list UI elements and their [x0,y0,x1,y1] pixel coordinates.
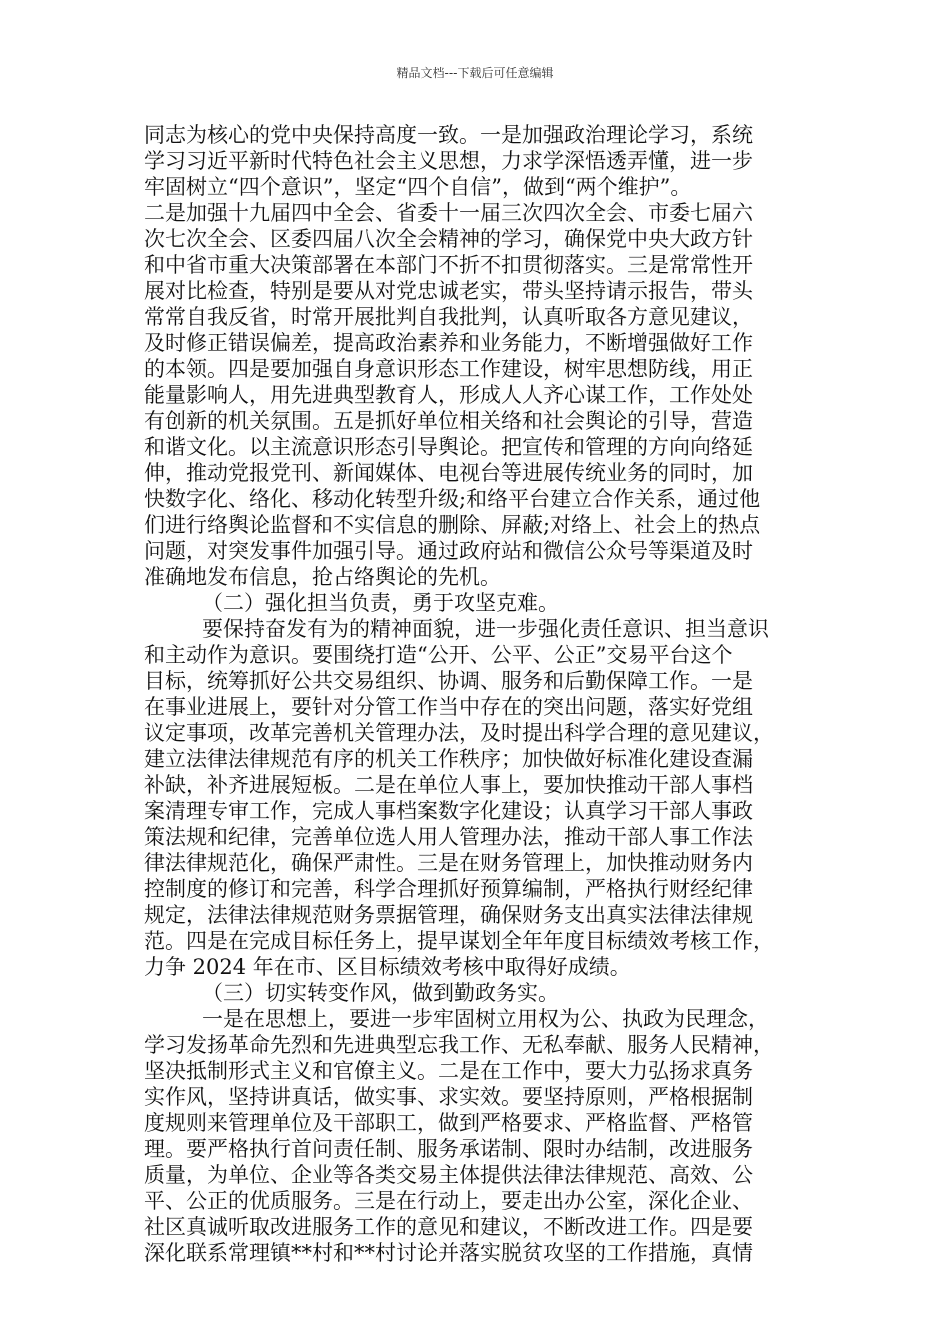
text-line: 平、公正的优质服务。三是在行动上，要走出办公室，深化企业、 [144,1189,753,1213]
section-heading: （三）切实转变作风，做到勤政务实。 [202,981,559,1005]
text-line: 理。要严格执行首问责任制、服务承诺制、限时办结制，改进服务 [144,1137,753,1161]
text-line: 力争 2024 年在市、区目标绩效考核中取得好成绩。 [144,955,631,979]
text-line: 快数字化、络化、移动化转型升级;和络平台建立合作关系，通过他 [144,487,761,511]
text-line: 规定，法律法律规范财务票据管理，确保财务支出真实法律法律规 [144,903,753,927]
text-line: 案清理专审工作，完成人事档案数字化建设；认真学习干部人事政 [144,799,753,823]
text-line: 同志为核心的党中央保持高度一致。一是加强政治理论学习，系统 [144,123,753,147]
text-line: 学习发扬革命先烈和先进典型忘我工作、无私奉献、服务人民精神， [144,1033,774,1057]
text-line: 和中省市重大决策部署在本部门不折不扣贯彻落实。三是常常性开 [144,253,753,277]
section-heading: （二）强化担当负责，勇于攻坚克难。 [202,591,559,615]
text-line: 问题，对突发事件加强引导。通过政府站和微信公众号等渠道及时 [144,539,753,563]
text-line: 范。四是在完成目标任务上，提早谋划全年年度目标绩效考核工作， [144,929,774,953]
page-header: 精品文档---下载后可任意编辑 [396,66,554,80]
text-line: 伸，推动党报党刊、新闻媒体、电视台等进展传统业务的同时，加 [144,461,753,485]
text-line: 律法律规范化，确保严肃性。三是在财务管理上，加快推动财务内 [144,851,753,875]
text-line: 及时修正错误偏差，提高政治素养和业务能力，不断增强做好工作 [144,331,753,355]
text-line: 一是在思想上，要进一步牢固树立用权为公、执政为民理念， [202,1007,769,1031]
text-line: 二是加强十九届四中全会、省委十一届三次四次全会、市委七届六 [144,201,753,225]
document-body [144,122,824,1266]
text-line: 和谐文化。以主流意识形态引导舆论。把宣传和管理的方向向络延 [144,435,753,459]
text-line: 们进行络舆论监督和不实信息的删除、屏蔽;对络上、社会上的热点 [144,513,761,537]
text-line: 在事业进展上，要针对分管工作当中存在的突出问题，落实好党组 [144,695,753,719]
text-line: 常常自我反省，时常开展批判自我批判，认真听取各方意见建议， [144,305,753,329]
text-line: 能量影响人，用先进典型教育人，形成人人齐心谋工作，工作处处 [144,383,753,407]
text-line: 展对比检查，特别是要从对党忠诚老实，带头坚持请示报告，带头 [144,279,753,303]
text-line: 质量，为单位、企业等各类交易主体提供法律法律规范、高效、公 [144,1163,753,1187]
text-line: 要保持奋发有为的精神面貌，进一步强化责任意识、担当意识 [202,617,769,641]
text-line: 有创新的机关氛围。五是抓好单位相关络和社会舆论的引导，营造 [144,409,753,433]
text-line: 深化联系常理镇**村和**村讨论并落实脱贫攻坚的工作措施，真情 [144,1241,753,1265]
text-line: 社区真诚听取改进服务工作的意见和建议，不断改进工作。四是要 [144,1215,753,1239]
text-line: 的本领。四是要加强自身意识形态工作建设，树牢思想防线，用正 [144,357,753,381]
text-line: 议定事项，改革完善机关管理办法，及时提出科学合理的意见建议， [144,721,774,745]
text-line: 坚决抵制形式主义和官僚主义。二是在工作中，要大力弘扬求真务 [144,1059,753,1083]
text-line: 建立法律法律规范有序的机关工作秩序；加快做好标准化建设查漏 [144,747,753,771]
text-line: 牢固树立“四个意识”，坚定“四个自信”，做到“两个维护”。 [144,175,692,199]
text-line: 次七次全会、区委四届八次全会精神的学习，确保党中央大政方针 [144,227,753,251]
text-line: 学习习近平新时代特色社会主义思想，力求学深悟透弄懂，进一步 [144,149,753,173]
text-line: 度规则来管理单位及干部职工，做到严格要求、严格监督、严格管 [144,1111,753,1135]
text-line: 补缺，补齐进展短板。二是在单位人事上，要加快推动干部人事档 [144,773,753,797]
text-line: 策法规和纪律，完善单位选人用人管理办法，推动干部人事工作法 [144,825,753,849]
text-line: 实作风，坚持讲真话，做实事、求实效。要坚持原则，严格根据制 [144,1085,753,1109]
text-line: 和主动作为意识。要围绕打造“公开、公平、公正”交易平台这个 [144,643,733,667]
text-line: 准确地发布信息，抢占络舆论的先机。 [144,565,501,589]
text-line: 控制度的修订和完善，科学合理抓好预算编制，严格执行财经纪律 [144,877,753,901]
text-line: 目标，统筹抓好公共交易组织、协调、服务和后勤保障工作。一是 [144,669,753,693]
